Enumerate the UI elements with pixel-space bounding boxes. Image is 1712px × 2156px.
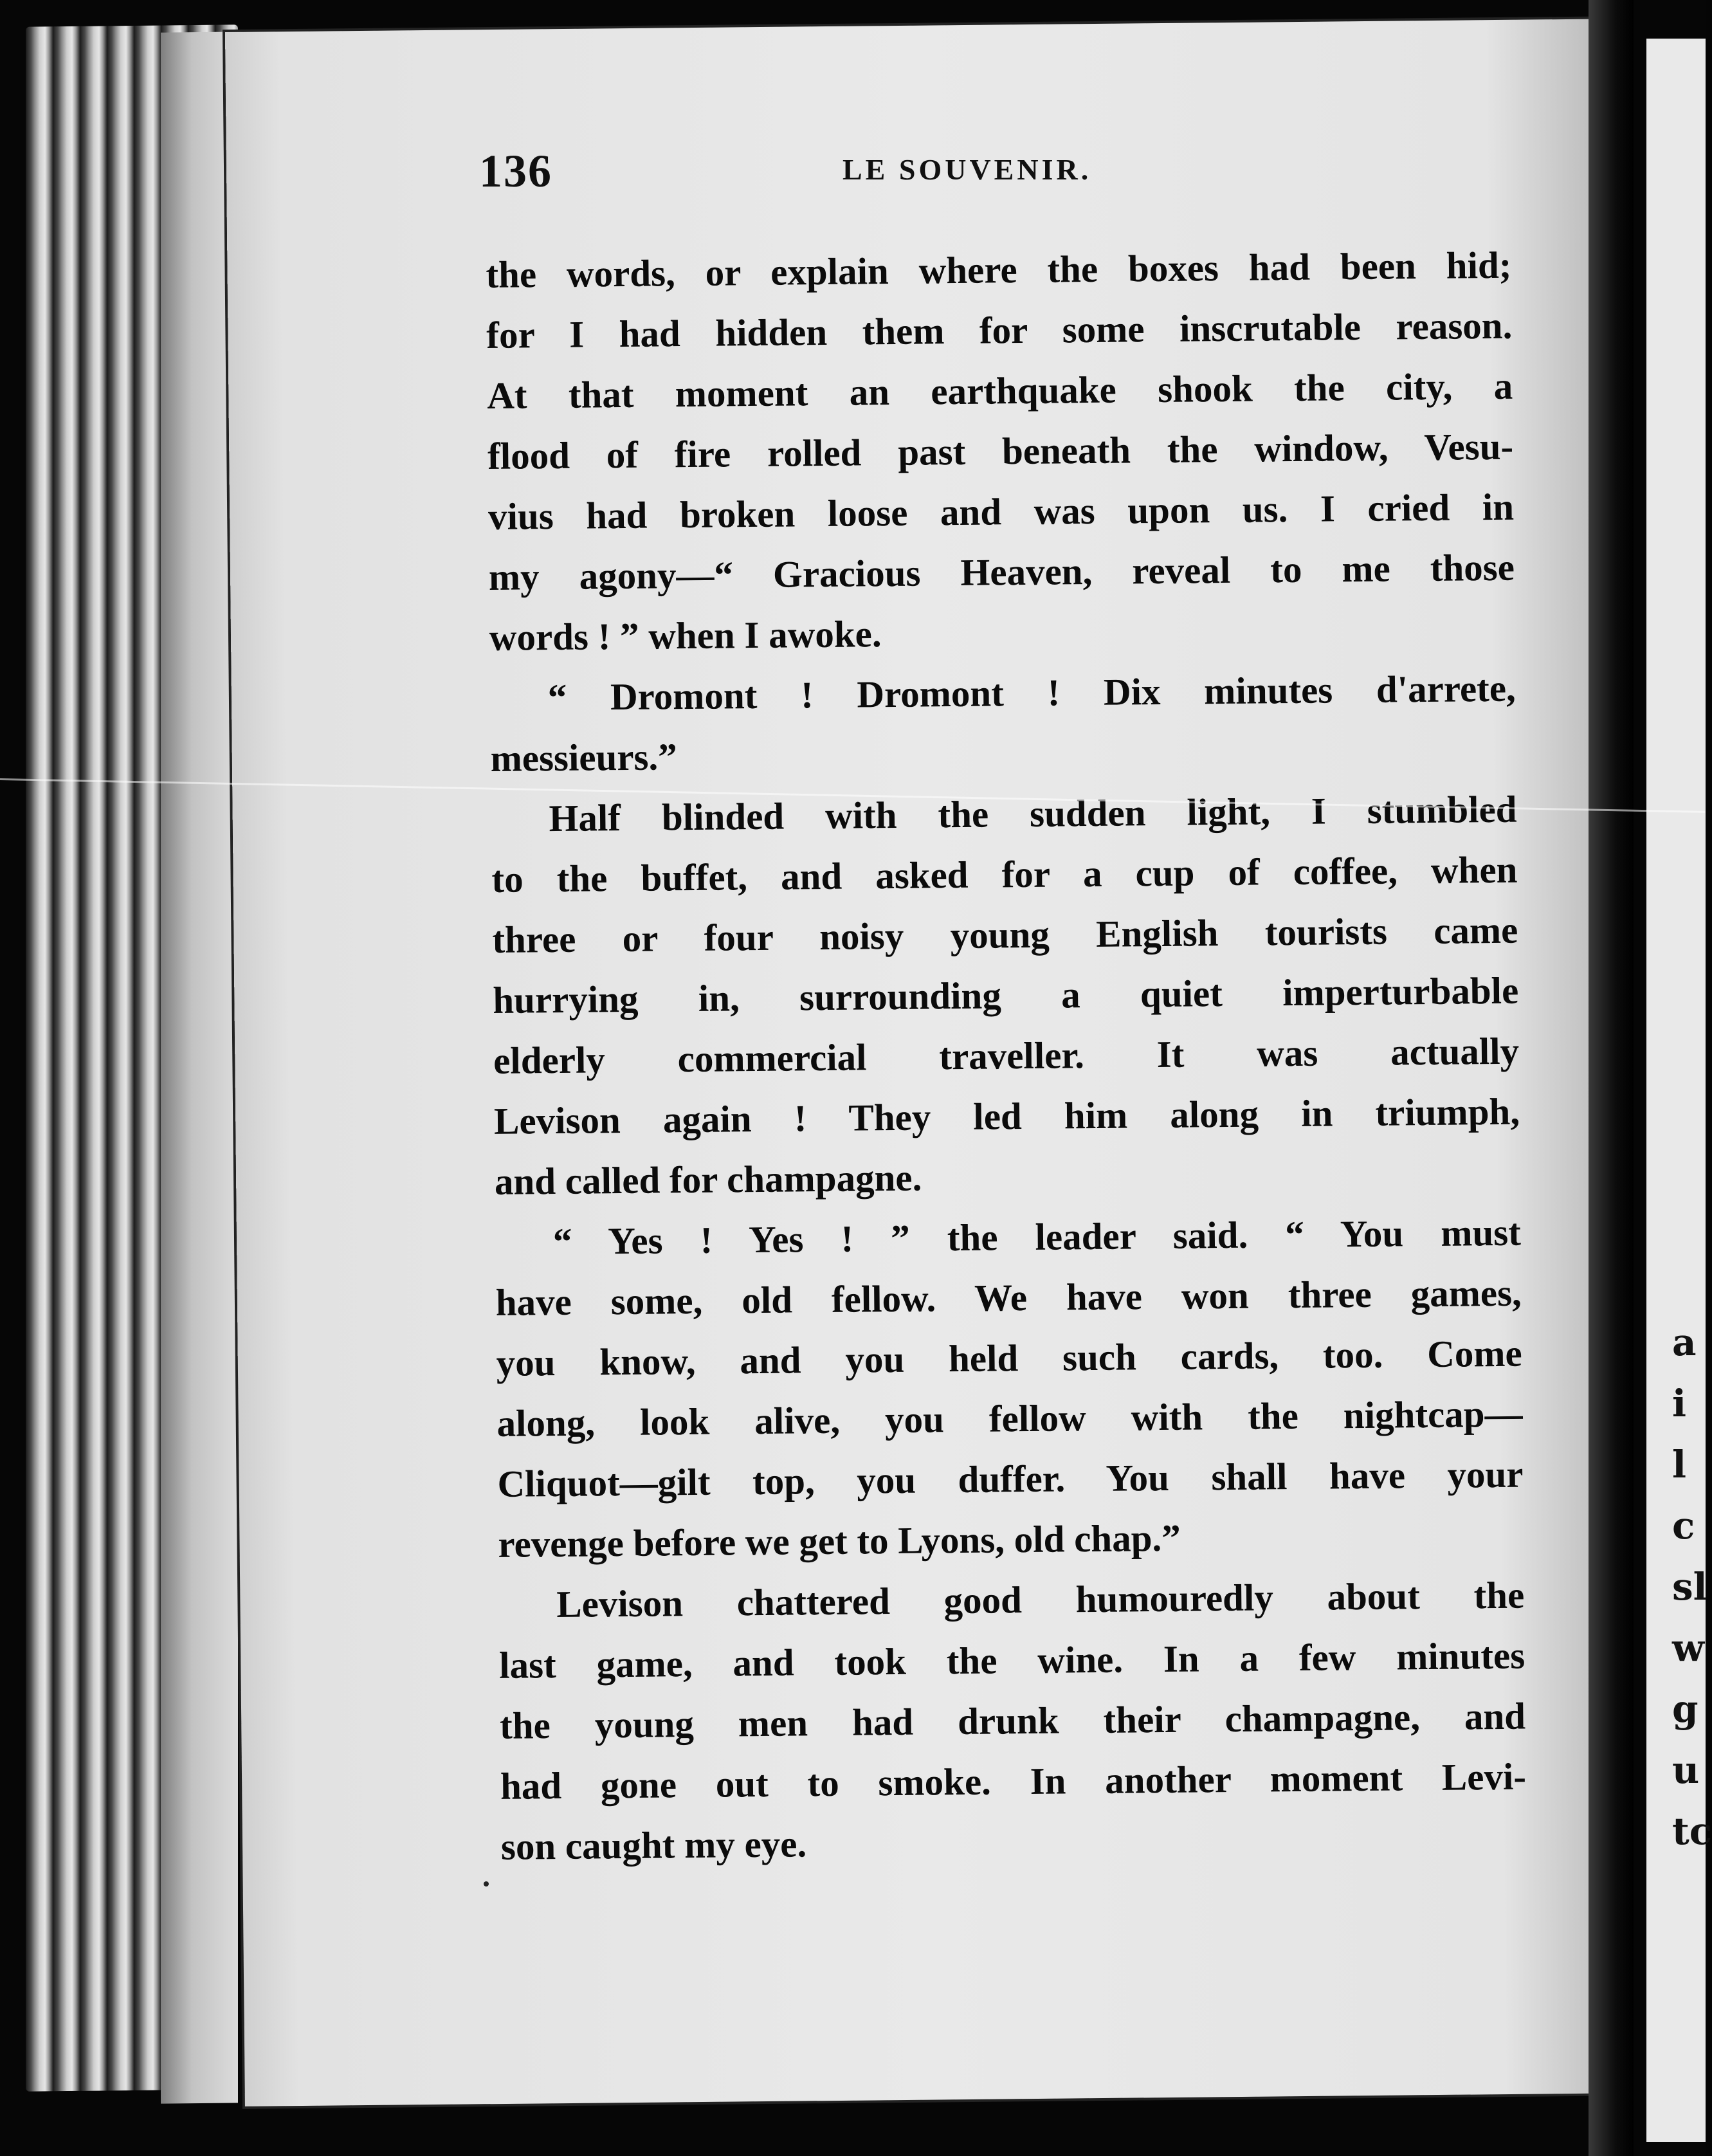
ink-dot — [484, 1881, 489, 1886]
text-line: Levison chattered good humouredly about the — [556, 1573, 1525, 1626]
text-line: At that moment an earthquake shook the city, a — [486, 364, 1513, 417]
text-line: my agony—“ Gracious Heaven, reveal to me those — [488, 545, 1515, 598]
text-line: and called for champagne. — [494, 1156, 922, 1203]
text-line: had gone out to smoke. In another moment Levi- — [500, 1755, 1527, 1807]
text-line: son caught my eye. — [500, 1822, 807, 1868]
text-line: words ! ” when I awoke. — [489, 612, 882, 659]
fragment: w — [1672, 1626, 1704, 1670]
text-line: for I had hidden them for some inscrutable reason. — [486, 304, 1513, 356]
body-text — [486, 235, 1527, 1877]
page-number: 136 — [479, 145, 552, 197]
fragment: g — [1672, 1687, 1698, 1731]
text-line: along, look alive, you fellow with the nightcap— — [496, 1392, 1523, 1445]
book-gutter — [1589, 0, 1634, 2156]
text-line: “ Dromont ! Dromont ! Dix minutes d'arrete, — [547, 666, 1516, 719]
fragment: c — [1672, 1504, 1695, 1548]
text-line: messieurs.” — [490, 735, 678, 780]
text-line: have some, old fellow. We have won three games, — [495, 1271, 1522, 1324]
fragment: l — [1672, 1443, 1687, 1486]
text-line: last game, and took the wine. In a few minutes — [498, 1634, 1525, 1686]
page-header — [257, 145, 1363, 196]
text-line: hurrying in, surrounding a quiet imperturbable — [492, 969, 1519, 1021]
text-line: the words, or explain where the boxes had been hid; — [486, 243, 1512, 296]
text-line: “ Yes ! Yes ! ” the leader said. “ You must — [552, 1210, 1522, 1263]
text-line: you know, and you held such cards, too. Come — [496, 1331, 1522, 1384]
facing-page-fragments — [1672, 1312, 1712, 1862]
text-line: flood of fire rolled past beneath the window, Vesu- — [487, 425, 1514, 477]
text-line: Levison again ! They led him along in triumph, — [493, 1090, 1520, 1142]
text-line: vius had broken loose and was upon us. I cried in — [487, 485, 1515, 538]
text-line: Cliquot—gilt top, you duffer. You shall have your — [497, 1452, 1524, 1505]
fragment: u — [1672, 1748, 1700, 1792]
fragment: i — [1672, 1382, 1687, 1425]
fragment: tc — [1672, 1809, 1712, 1853]
running-head: LE SOUVENIR. — [842, 153, 1092, 186]
text-line: elderly commercial traveller. It was actually — [493, 1029, 1520, 1082]
text-line: revenge before we get to Lyons, old chap.” — [498, 1516, 1181, 1566]
text-line: three or four noisy young English tourists came — [492, 908, 1518, 961]
text-line: Half blinded with the sudden light, I stumbled — [549, 787, 1517, 840]
text-line: the young men had drunk their champagne, and — [499, 1694, 1526, 1747]
text-line: to the buffet, and asked for a cup of coffee, when — [491, 848, 1518, 900]
fragment: sl — [1672, 1565, 1707, 1609]
fragment: a — [1672, 1320, 1697, 1364]
page-edges-shadow — [161, 32, 238, 2103]
